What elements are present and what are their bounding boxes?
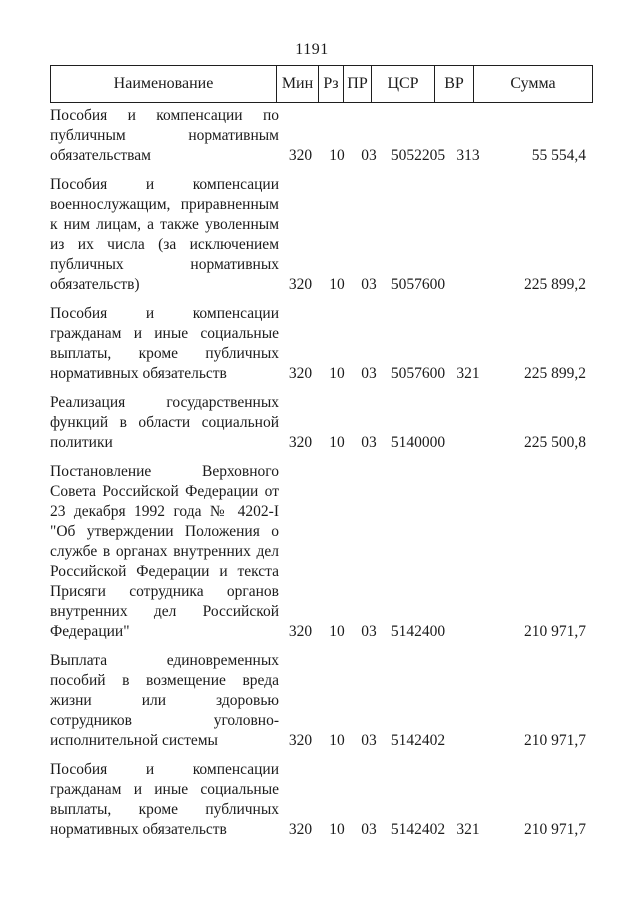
row-vr: 321 [456, 821, 480, 838]
header-rz: Рз [318, 66, 343, 102]
row-min: 320 [288, 732, 313, 749]
header-min: Мин [276, 66, 318, 102]
row-name: Пособия и компенсации военнослужащим, приравненным к ним лицам, а также уволенным из их числа (за исключением публичных нормативных обязательств) [50, 176, 279, 293]
page-number: 1191 [295, 41, 329, 58]
row-name: Выплата единовременных пособий в возмещение вреда жизни или здоровью сотрудников уголовно- исполнительной системы [50, 652, 279, 749]
row-pr: 03 [361, 732, 377, 749]
row-sum: 210 971,7 [524, 821, 586, 838]
table-row [50, 304, 593, 384]
table-body [50, 106, 593, 840]
row-rz: 10 [329, 821, 345, 838]
row-name: Пособия и компенсации гражданам и иные социальные выплаты, кроме публичных нормативных обязательств [50, 305, 279, 382]
table-row [50, 462, 593, 642]
header-sum: Сумма [473, 66, 592, 102]
row-vr: 313 [456, 147, 480, 164]
row-rz: 10 [329, 147, 345, 164]
row-min: 320 [288, 365, 313, 382]
table-row [50, 175, 593, 295]
row-min: 320 [288, 147, 313, 164]
row-csr: 5057600 [390, 276, 446, 293]
header-csr: ЦСР [371, 66, 434, 102]
row-rz: 10 [329, 365, 345, 382]
table-row [50, 651, 593, 751]
row-min: 320 [288, 821, 313, 838]
row-rz: 10 [329, 276, 345, 293]
row-pr: 03 [361, 365, 377, 382]
row-name: Пособия и компенсации гражданам и иные социальные выплаты, кроме публичных нормативных обязательств [50, 761, 279, 838]
row-rz: 10 [329, 732, 345, 749]
row-pr: 03 [361, 434, 377, 451]
row-min: 320 [288, 434, 313, 451]
header-name: Наименование [113, 75, 214, 92]
row-csr: 5052205 [390, 147, 446, 164]
header-pr: ПР [343, 66, 371, 102]
row-sum: 225 899,2 [524, 365, 586, 382]
row-pr: 03 [361, 147, 377, 164]
header-vr: ВР [434, 66, 473, 102]
row-sum: 210 971,7 [524, 732, 586, 749]
row-csr: 5140000 [390, 434, 446, 451]
row-csr: 5057600 [390, 365, 446, 382]
row-rz: 10 [329, 434, 345, 451]
table-header-row [50, 65, 593, 103]
row-sum: 210 971,7 [524, 623, 586, 640]
row-name: Реализация государственных функций в области социальной политики [50, 394, 279, 451]
row-sum: 225 899,2 [524, 276, 586, 293]
table-row [50, 393, 593, 453]
row-pr: 03 [361, 821, 377, 838]
row-rz: 10 [329, 623, 345, 640]
row-min: 320 [288, 276, 313, 293]
row-csr: 5142402 [390, 821, 446, 838]
row-csr: 5142402 [390, 732, 446, 749]
table-row [50, 106, 593, 166]
row-pr: 03 [361, 623, 377, 640]
row-sum: 225 500,8 [524, 434, 586, 451]
row-csr: 5142400 [390, 623, 446, 640]
row-pr: 03 [361, 276, 377, 293]
row-vr: 321 [456, 365, 480, 382]
row-sum: 55 554,4 [531, 147, 586, 164]
row-min: 320 [288, 623, 313, 640]
row-name: Постановление Верховного Совета Российской Федерации от 23 декабря 1992 года № 4202-I "Об утверждении Положения о службе в органах внутренних дел Российской Федерации и текста Присяги сотрудника органов внутренних дел Российской Федерации" [50, 463, 279, 640]
row-name: Пособия и компенсации по публичным нормативным обязательствам [50, 107, 279, 164]
budget-table [50, 65, 593, 840]
table-row [50, 760, 593, 840]
